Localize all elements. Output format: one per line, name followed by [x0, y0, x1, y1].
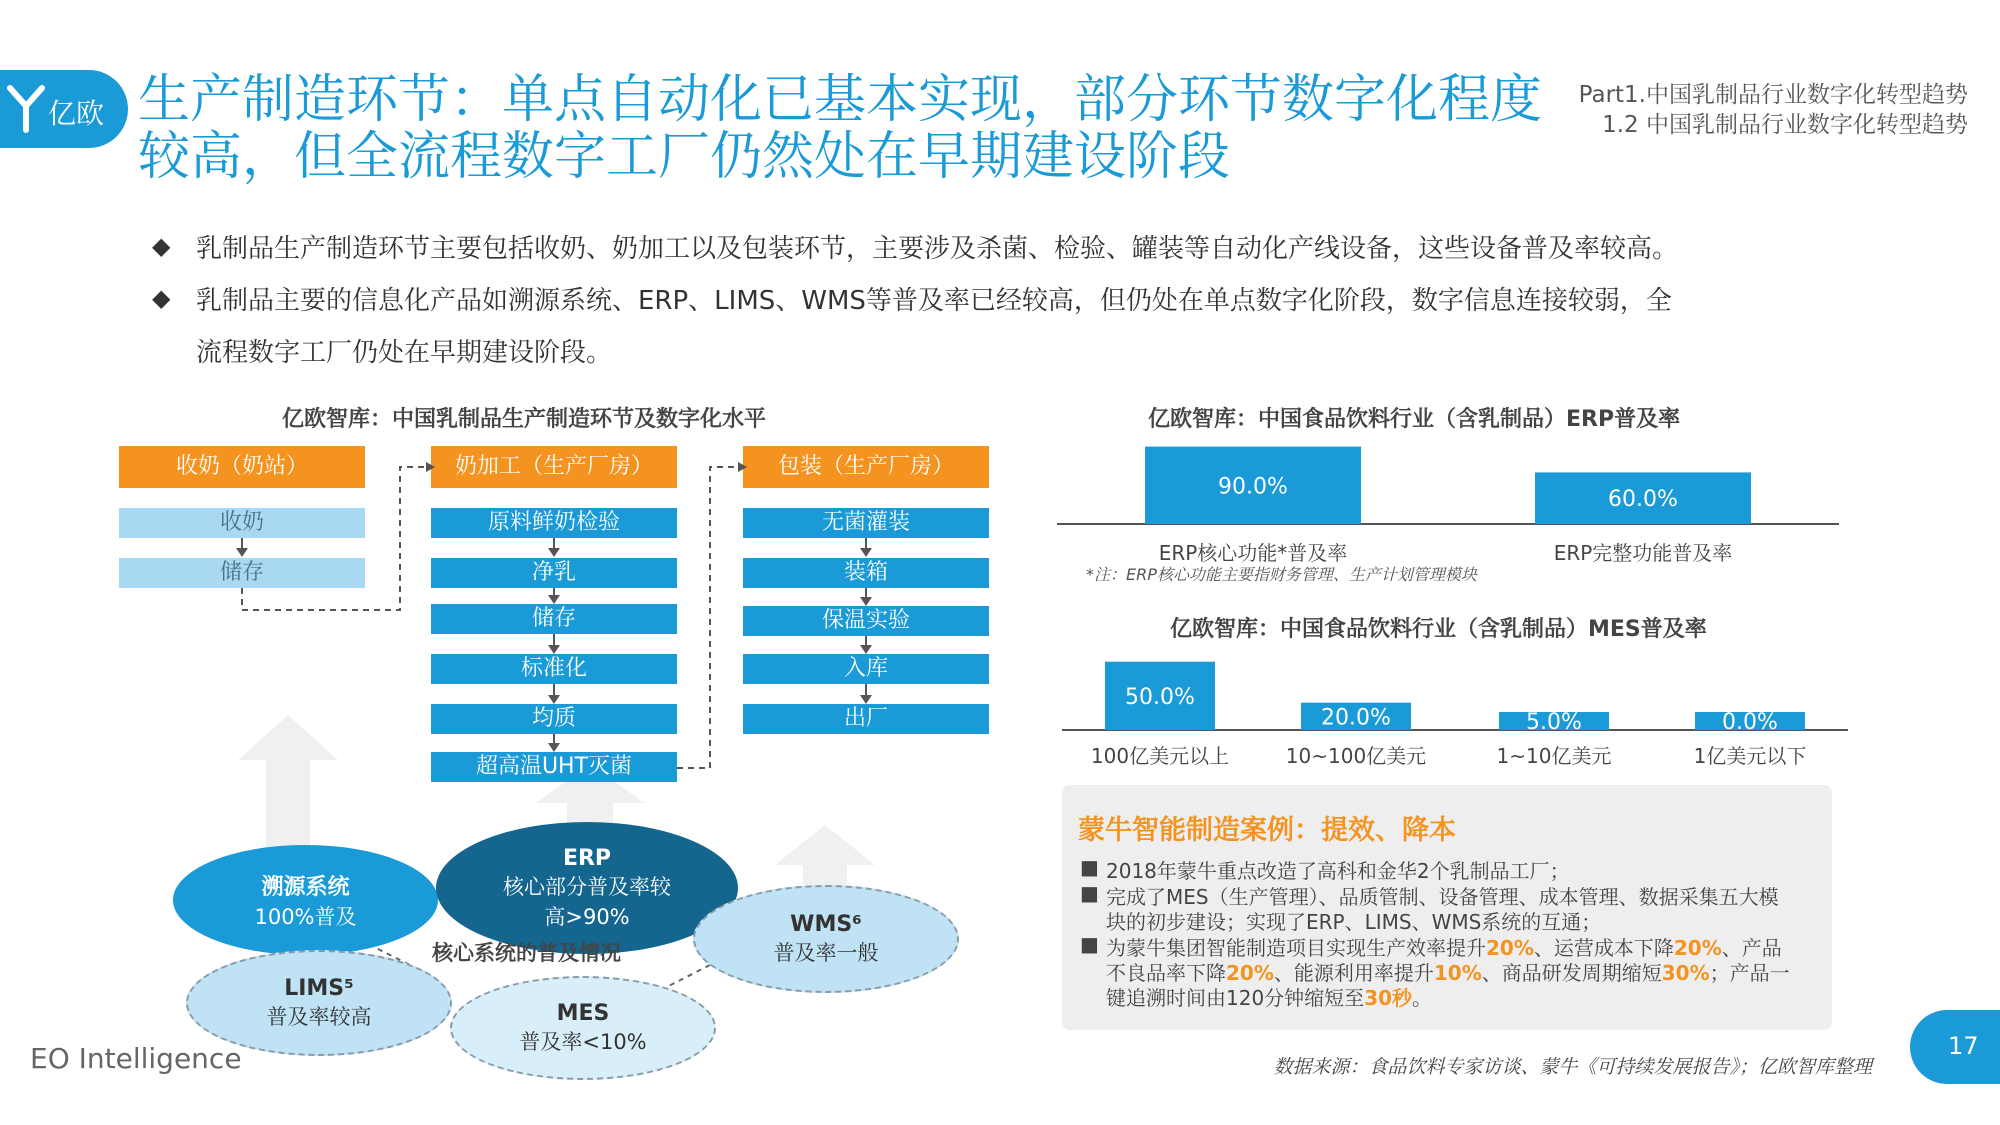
flow-heading: 亿欧智库：中国乳制品生产制造环节及数字化水平 — [282, 407, 767, 432]
case-line: 键追溯时间由120分钟缩短至30秒。 — [1106, 986, 1433, 1010]
system-title: MES — [556, 1000, 610, 1026]
page-number: 17 — [1948, 1032, 1979, 1060]
system-sub: 普及率一般 — [773, 940, 879, 965]
case-line: 不良品率下降20%、能源利用率提升10%、商品研发周期缩短30%；产品一 — [1106, 961, 1790, 985]
chart-value-label: 60.0% — [1608, 487, 1678, 513]
case-title: 蒙牛智能制造案例：提效、降本 — [1078, 815, 1456, 846]
diamond-bullet-icon: ◆ — [152, 284, 171, 312]
flow-step: 超高温UHT灭菌 — [431, 752, 677, 782]
flow-step: 出厂 — [743, 704, 989, 734]
page-title-line2: 较高，但全流程数字工厂仍然处在早期建设阶段 — [138, 127, 1231, 187]
arrow-down-icon — [860, 645, 872, 654]
chart-value-label: 50.0% — [1125, 684, 1195, 710]
flow-step: 均质 — [431, 704, 677, 734]
chart-value-label: 5.0% — [1526, 710, 1582, 735]
section-label: Part1.中国乳制品行业数字化转型趋势 — [1578, 82, 1968, 108]
system-trace-ellipse — [173, 845, 438, 955]
flow-step: 储存 — [431, 604, 677, 634]
subsection-label: 1.2 中国乳制品行业数字化转型趋势 — [1602, 112, 1968, 138]
case-line: 完成了MES（生产管理）、品质管制、设备管理、成本管理、数据采集五大模 — [1106, 885, 1779, 909]
data-source: 数据来源：食品饮料专家访谈、蒙牛《可持续发展报告》；亿欧智库整理 — [1273, 1056, 1872, 1078]
erp-chart-heading: 亿欧智库：中国食品饮料行业（含乳制品）ERP普及率 — [1148, 407, 1681, 432]
system-title: LIMS⁵ — [284, 975, 354, 1001]
chart-category-label: 1亿美元以下 — [1693, 744, 1807, 768]
system-mes-ellipse — [450, 976, 716, 1080]
flow-step: 原料鲜奶检验 — [431, 508, 677, 538]
arrow-down-icon — [860, 597, 872, 606]
system-wms-ellipse — [693, 885, 959, 993]
flow-connector — [865, 684, 867, 695]
diamond-bullet-icon: ◆ — [152, 232, 171, 260]
chart-category-label: 100亿美元以上 — [1090, 744, 1230, 768]
bullet-2-line2: 流程数字工厂仍处在早期建设阶段。 — [196, 338, 613, 368]
chart-category-label: 1~10亿美元 — [1496, 744, 1612, 768]
system-lims-ellipse — [186, 950, 452, 1056]
square-bullet-icon: ■ — [1080, 881, 1099, 905]
system-sub: 100%普及 — [254, 904, 357, 929]
systems-caption: 核心系统的普及情况 — [432, 941, 621, 965]
chart-value-label: 20.0% — [1321, 705, 1391, 731]
logo-text: 亿欧 — [48, 97, 105, 130]
case-line: 块的初步建设；实现了ERP、LIMS、WMS系统的互通； — [1106, 910, 1602, 934]
system-title: 溯源系统 — [261, 874, 350, 900]
case-line: 为蒙牛集团智能制造项目实现生产效率提升20%、运营成本下降20%、产品 — [1106, 936, 1782, 960]
flow-step: 储存 — [119, 558, 365, 588]
bullet-1: 乳制品生产制造环节主要包括收奶、奶加工以及包装环节，主要涉及杀菌、检验、罐装等自动化产线设备，这些设备普及率较高。 — [196, 234, 1679, 264]
page-title-line1: 生产制造环节：单点自动化已基本实现，部分环节数字化程度 — [138, 70, 1543, 130]
chart-category-label: 10~100亿美元 — [1285, 744, 1427, 768]
arrow-down-icon — [860, 548, 872, 557]
flow-connector — [865, 636, 867, 645]
flow-step: 净乳 — [431, 558, 677, 588]
flow-step: 收奶 — [119, 508, 365, 538]
dashed-flow-connectors — [230, 455, 770, 775]
footer-brand: EO Intelligence — [30, 1042, 242, 1075]
chart-category-label: ERP完整功能普及率 — [1553, 541, 1733, 565]
flow-col1-header: 收奶（奶站） — [119, 446, 365, 488]
flow-connector — [865, 588, 867, 597]
flow-step: 无菌灌装 — [743, 508, 989, 538]
flow-step: 入库 — [743, 654, 989, 684]
chart-category-label: ERP核心功能*普及率 — [1158, 541, 1348, 565]
system-sub: 核心部分普及率较 — [503, 874, 671, 899]
flow-col3-header: 包装（生产厂房） — [743, 446, 989, 488]
flow-col2-header: 奶加工（生产厂房） — [431, 446, 677, 488]
system-title: WMS⁶ — [790, 911, 862, 937]
system-title: ERP — [562, 845, 612, 871]
square-bullet-icon: ■ — [1080, 932, 1099, 956]
case-line: 2018年蒙牛重点改造了高科和金华2个乳制品工厂； — [1106, 859, 1570, 883]
bullet-2-line1: 乳制品主要的信息化产品如溯源系统、ERP、LIMS、WMS等普及率已经较高，但仍处在单点数字化阶段，数字信息连接较弱，全 — [196, 286, 1672, 316]
mes-bar-chart — [1060, 650, 1860, 780]
system-sub: 普及率较高 — [266, 1004, 372, 1029]
flow-step: 标准化 — [431, 654, 677, 684]
flow-step: 保温实验 — [743, 606, 989, 636]
square-bullet-icon: ■ — [1080, 855, 1099, 879]
arrow-down-icon — [860, 695, 872, 704]
system-sub: 高>90% — [544, 904, 630, 929]
chart-value-label: 0.0% — [1722, 710, 1778, 735]
yiou-logo-icon — [6, 80, 46, 136]
flow-step: 装箱 — [743, 558, 989, 588]
mes-chart-heading: 亿欧智库：中国食品饮料行业（含乳制品）MES普及率 — [1170, 617, 1707, 642]
system-sub: 普及率<10% — [519, 1029, 647, 1054]
erp-footnote: *注：ERP核心功能主要指财务管理、生产计划管理模块 — [1086, 565, 1477, 584]
chart-value-label: 90.0% — [1218, 474, 1288, 500]
